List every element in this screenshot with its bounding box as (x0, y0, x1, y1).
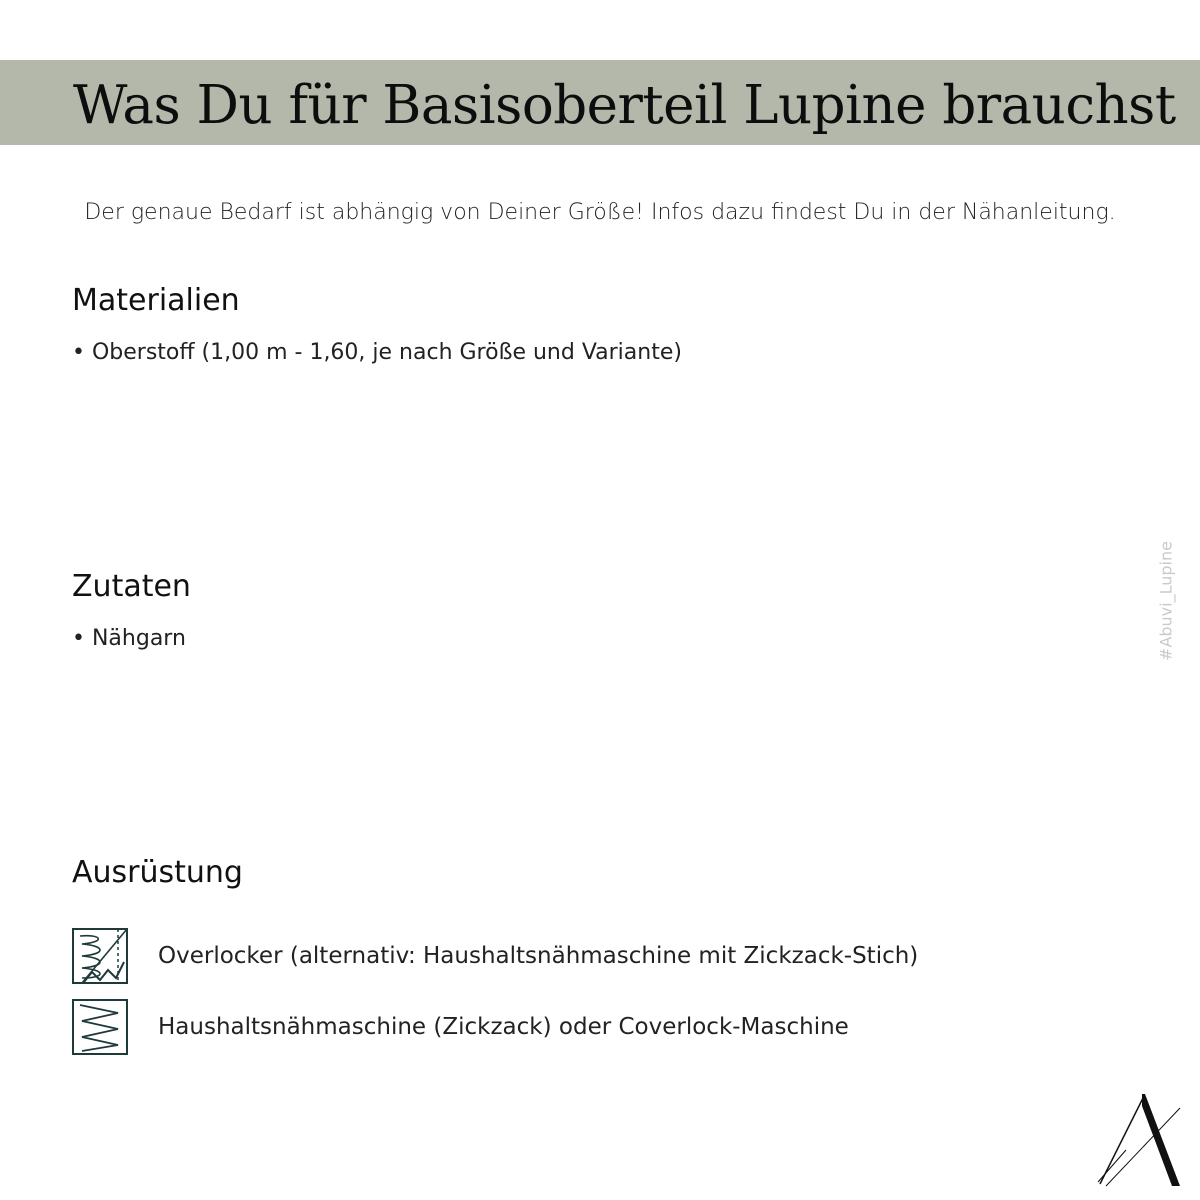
equipment-item-overlocker (72, 928, 972, 986)
overlock-stitch-icon (72, 928, 128, 984)
hashtag-watermark (1151, 540, 1181, 662)
equipment-heading: Ausrüstung (72, 855, 243, 890)
ingredients-item: • Nähgarn (72, 626, 186, 651)
equipment-label-overlocker: Overlocker (alternativ: Haushaltsnähmaschine mit Zickzack-Stich) (158, 943, 919, 969)
brand-monogram-logo (1096, 1088, 1186, 1188)
materials-item: • Oberstoff (1,00 m - 1,60, je nach Größe und Variante) (72, 340, 682, 365)
equipment-label-sewing-machine: Haushaltsnähmaschine (Zickzack) oder Coverlock-Maschine (158, 1014, 849, 1040)
hashtag-text: #Abuvi_Lupine (1156, 541, 1176, 661)
zigzag-stitch-icon (72, 999, 128, 1055)
ingredients-heading: Zutaten (72, 569, 191, 604)
materials-heading: Materialien (72, 283, 240, 318)
equipment-item-sewing-machine (72, 999, 972, 1057)
title-band (0, 60, 1200, 145)
intro-text: Der genaue Bedarf ist abhängig von Deiner Größe! Infos dazu findest Du in der Nähanleitung. (84, 200, 1116, 225)
page-title: Was Du für Basisoberteil Lupine brauchst (73, 75, 1176, 136)
